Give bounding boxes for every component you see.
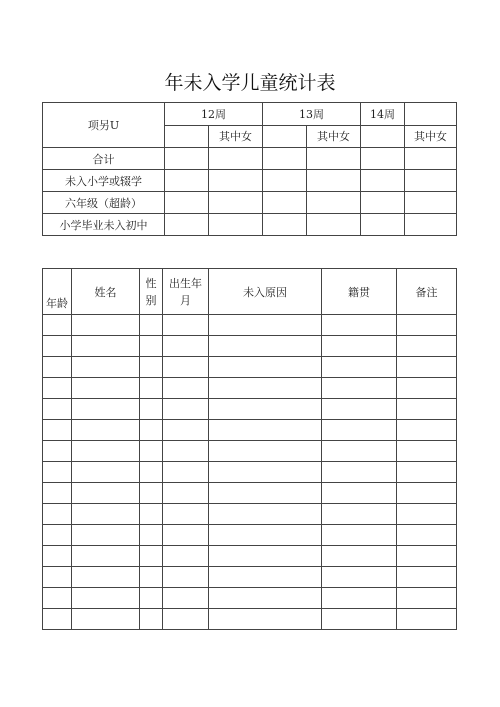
table-row [43,357,457,378]
age-header: 年龄 [43,269,72,315]
item-header: 项另U [43,103,165,148]
cell [361,170,405,192]
empty-cell [322,441,397,462]
empty-cell [163,588,209,609]
empty-cell [72,546,140,567]
empty-cell [322,525,397,546]
empty-cell [140,462,163,483]
empty-cell [209,546,322,567]
empty-cell [322,504,397,525]
cell [405,214,457,236]
table-row [43,567,457,588]
empty-cell [43,420,72,441]
empty-cell [72,357,140,378]
week-14-header: 14周 [361,103,405,126]
empty-cell [140,378,163,399]
row-label: 六年级（超龄） [43,192,165,214]
cell [263,170,307,192]
empty-cell [43,567,72,588]
empty-cell [43,609,72,630]
birth-header-line1: 出生年 [169,276,202,290]
empty-cell [140,504,163,525]
empty-cell [163,420,209,441]
empty-cell [43,357,72,378]
cell [263,125,307,148]
cell [209,170,263,192]
cell [307,192,361,214]
cell [263,192,307,214]
empty-cell [397,462,457,483]
empty-cell [209,378,322,399]
table-row [43,192,457,214]
empty-cell [72,399,140,420]
table-row [43,462,457,483]
empty-cell [397,336,457,357]
table-row [43,170,457,192]
empty-cell [163,525,209,546]
empty-cell [163,315,209,336]
empty-cell [397,315,457,336]
empty-cell [163,378,209,399]
empty-cell [72,420,140,441]
empty-cell [322,399,397,420]
empty-cell [397,525,457,546]
empty-cell [72,504,140,525]
empty-cell [43,483,72,504]
table-row [43,378,457,399]
row-label: 小学毕业未入初中 [43,214,165,236]
empty-cell [209,462,322,483]
table-row [43,588,457,609]
cell [307,170,361,192]
empty-cell [209,588,322,609]
empty-cell [43,525,72,546]
empty-cell [43,588,72,609]
cell [307,214,361,236]
empty-cell [209,504,322,525]
gender-header-line1: 性 [145,276,157,290]
empty-cell [209,336,322,357]
empty-header-cell [405,103,457,126]
empty-cell [163,504,209,525]
empty-cell [72,483,140,504]
empty-cell [163,357,209,378]
empty-cell [72,336,140,357]
table-row [43,148,457,170]
empty-cell [72,588,140,609]
page-title: 年未入学儿童统计表 [164,72,336,94]
empty-cell [163,399,209,420]
empty-cell [163,441,209,462]
empty-cell [322,462,397,483]
name-header: 姓名 [72,269,140,315]
empty-cell [209,441,322,462]
empty-cell [163,567,209,588]
week-13-header: 13周 [263,103,361,126]
cell [361,148,405,170]
cell [165,170,209,192]
table-row [43,420,457,441]
gender-header [140,269,163,315]
empty-cell [209,399,322,420]
table-row [43,441,457,462]
empty-cell [140,567,163,588]
empty-cell [140,399,163,420]
table-row [43,399,457,420]
detail-table [42,268,457,630]
row-label: 未入小学或辍学 [43,170,165,192]
empty-cell [43,336,72,357]
empty-cell [397,357,457,378]
empty-cell [140,336,163,357]
sub-header-female: 其中女 [405,125,457,148]
empty-cell [43,315,72,336]
empty-cell [397,420,457,441]
empty-cell [140,588,163,609]
empty-cell [397,546,457,567]
empty-cell [322,546,397,567]
origin-header: 籍贯 [322,269,397,315]
empty-cell [43,462,72,483]
sub-header-female: 其中女 [307,125,361,148]
empty-cell [397,609,457,630]
empty-cell [322,315,397,336]
empty-cell [209,315,322,336]
empty-cell [322,483,397,504]
cell [165,125,209,148]
cell [405,148,457,170]
empty-cell [322,609,397,630]
empty-cell [322,588,397,609]
birth-header [163,269,209,315]
empty-cell [209,483,322,504]
empty-cell [397,567,457,588]
table-row [43,525,457,546]
empty-cell [209,357,322,378]
summary-table [42,102,457,236]
cell [361,125,405,148]
empty-cell [209,567,322,588]
cell [405,170,457,192]
empty-cell [72,315,140,336]
gender-header-line2: 别 [145,293,157,307]
empty-cell [322,336,397,357]
remarks-header: 备注 [397,269,457,315]
empty-cell [163,462,209,483]
table-row [43,504,457,525]
table-row [43,336,457,357]
empty-cell [72,462,140,483]
empty-cell [397,441,457,462]
empty-cell [140,525,163,546]
cell [209,214,263,236]
sub-header-female: 其中女 [209,125,263,148]
empty-cell [140,441,163,462]
cell [165,214,209,236]
empty-cell [43,399,72,420]
table-row [43,546,457,567]
empty-cell [322,420,397,441]
cell [209,192,263,214]
empty-cell [43,441,72,462]
empty-cell [140,315,163,336]
empty-cell [163,546,209,567]
cell [165,148,209,170]
empty-cell [322,567,397,588]
empty-cell [322,357,397,378]
table-row [43,315,457,336]
table-row [43,609,457,630]
empty-cell [397,378,457,399]
empty-cell [43,546,72,567]
empty-cell [163,609,209,630]
empty-cell [72,378,140,399]
cell [405,192,457,214]
cell [361,192,405,214]
empty-cell [43,378,72,399]
empty-cell [397,588,457,609]
empty-cell [72,567,140,588]
empty-cell [209,420,322,441]
empty-cell [43,504,72,525]
birth-header-line2: 月 [180,293,191,307]
cell [263,214,307,236]
empty-cell [163,336,209,357]
cell [209,148,263,170]
empty-cell [140,546,163,567]
row-label: 合计 [43,148,165,170]
empty-cell [140,357,163,378]
reason-header: 未入原因 [209,269,322,315]
empty-cell [209,609,322,630]
empty-cell [322,378,397,399]
week-12-header: 12周 [165,103,263,126]
empty-cell [140,420,163,441]
cell [263,148,307,170]
empty-cell [72,441,140,462]
empty-cell [72,525,140,546]
empty-cell [140,483,163,504]
empty-cell [397,399,457,420]
empty-cell [397,483,457,504]
empty-cell [397,504,457,525]
empty-cell [72,609,140,630]
empty-cell [140,609,163,630]
empty-cell [163,483,209,504]
table-row [43,483,457,504]
cell [307,148,361,170]
table-row [43,214,457,236]
cell [165,192,209,214]
cell [361,214,405,236]
empty-cell [209,525,322,546]
